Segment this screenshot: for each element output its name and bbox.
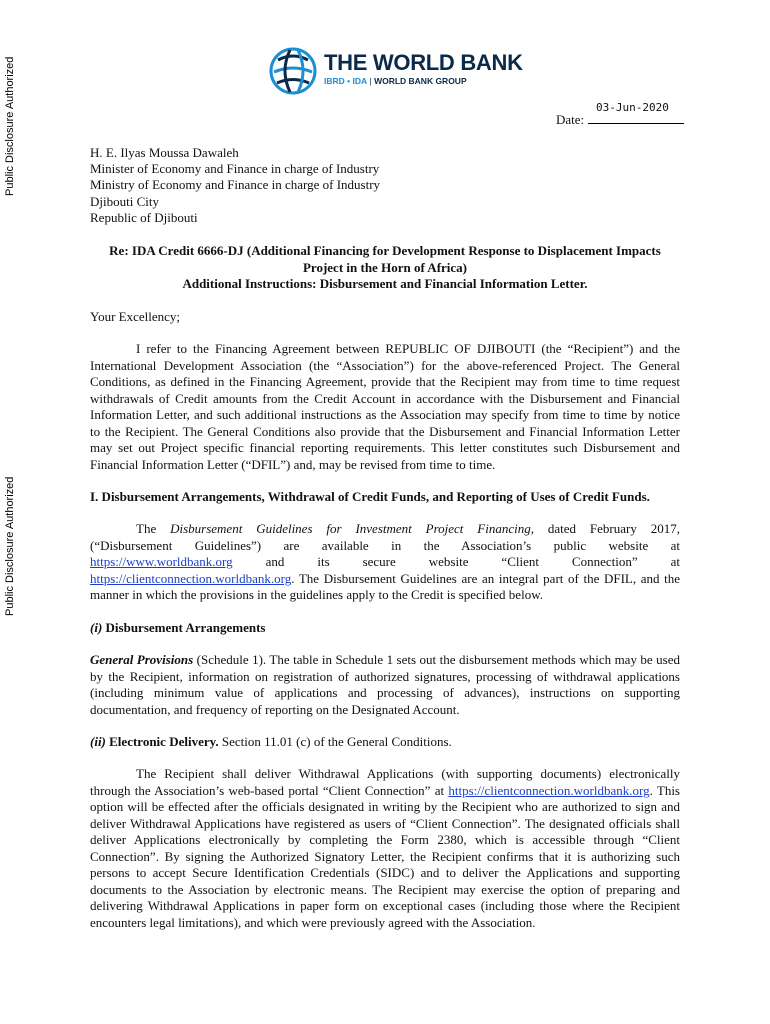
address-line: Republic of Djibouti <box>90 209 198 225</box>
section-1-heading: I. Disbursement Arrangements, Withdrawal of Credit Funds, and Reporting of Uses of Credit Funds. <box>90 489 650 504</box>
subject-line: Additional Instructions: Disbursement and Financial Information Letter. <box>182 276 588 291</box>
logo-subtitle <box>324 76 467 86</box>
logo-group: WORLD BANK GROUP <box>374 76 467 86</box>
globe-icon <box>268 46 318 96</box>
electronic-text: . This option will be effected after the officials designated in writing by the Recipient who are authorized to sign and deliver Withdrawal Applications have registered as users of “Client Connection”. The designated officials shall deliver Applications electronically by completing the Form 2380, which is accessible through “Client Connection”. By signing the Authorized Signatory Letter, the Recipient confirms that it is authorizing such persons to accept Secure Identification Credentials (SIDC) and to deliver the Applications and supporting documents to the Association by electronic means. The Recipient may exercise the option of preparing and delivering Withdrawal Applications in paper form on exceptional cases (including those where the Recipient encounters legal limitations), and which were previously agreed with the Association. <box>90 782 680 930</box>
disclosure-label-middle: Public Disclosure Authorized <box>4 476 16 616</box>
date-stamp: 03-Jun-2020 <box>596 101 669 114</box>
general-provisions-label: General Provisions <box>90 652 194 667</box>
logo-ibrd-ida: IBRD • IDA <box>324 76 368 86</box>
electronic-text: The Recipient shall deliver Withdrawal Applications (with supporting documents) electronically through the Association’s web-based portal “Client Connection” at <box>90 766 680 798</box>
salutation: Your Excellency; <box>90 309 181 324</box>
guidelines-line-4 <box>90 571 680 604</box>
logo-title: THE WORLD BANK <box>324 50 523 75</box>
subsection-ii-heading <box>90 734 680 751</box>
disclosure-label-top: Public Disclosure Authorized <box>4 56 16 196</box>
guidelines-line-2: (“Disbursement Guidelines”) are available in the Association’s public website at <box>90 537 680 553</box>
guidelines-text: and its secure website “Client Connection” at <box>232 554 680 569</box>
date-line <box>556 112 684 128</box>
guidelines-title: Disbursement Guidelines for Investment Project Financing, <box>170 521 534 536</box>
general-provisions-paragraph <box>90 652 680 718</box>
worldbank-link[interactable]: https://www.worldbank.org <box>90 554 233 569</box>
subject-line: Re: IDA Credit 6666-DJ (Additional Financing for Development Response to Displacement Impacts <box>109 243 661 258</box>
subsection-ii-title: Electronic Delivery. <box>105 734 219 749</box>
address-line: Djibouti City <box>90 193 159 209</box>
guidelines-text: . The Disbursement Guidelines are an integral part of the DFIL, and the manner in which the provisions in the guidelines apply to the Credit is specified below. <box>90 570 680 602</box>
subsection-i-number: (i) <box>90 620 103 635</box>
clientconnection-link-2[interactable]: https://clientconnection.worldbank.org <box>448 782 650 798</box>
subject-heading <box>90 243 680 293</box>
subsection-i-title: Disbursement Arrangements <box>102 620 266 635</box>
recipient-address <box>90 145 380 226</box>
logo-separator: | <box>367 76 375 86</box>
intro-paragraph: I refer to the Financing Agreement between REPUBLIC OF DJIBOUTI (the “Recipient”) and the International Development Association (the “Association”) for the above-referenced Project. The General Conditions, as defined in the Financing Agreement, provide that the Recipient may from time to time request withdrawals of Credit amounts from the Credit Account in accordance with the Disbursement and Financial Information Letter, and such additional instructions as the Association may specify from time to time by notice to the Recipient. The General Conditions also provide that the Disbursement and Financial Information Letter may set out Project specific financial reporting requirements. This letter constitutes such Disbursement and Financial Information Letter (“DFIL”) and, may be revised from time to time. <box>90 341 680 472</box>
electronic-delivery-paragraph <box>90 766 680 931</box>
guidelines-line-3 <box>90 554 680 571</box>
address-line: H. E. Ilyas Moussa Dawaleh <box>90 145 239 160</box>
clientconnection-link[interactable]: https://clientconnection.worldbank.org <box>90 570 292 586</box>
date-blank <box>588 113 684 124</box>
address-line: Ministry of Economy and Finance in charge of Industry <box>90 177 381 193</box>
subsection-i-heading <box>90 620 680 637</box>
subject-line: Project in the Horn of Africa) <box>302 259 468 275</box>
guidelines-text: The <box>136 521 171 536</box>
world-bank-logo <box>268 44 523 100</box>
date-label: Date: <box>556 112 585 127</box>
guidelines-line-1 <box>90 521 680 538</box>
guidelines-date: dated February 2017, <box>534 521 680 536</box>
guidelines-paragraph <box>90 521 680 604</box>
general-provisions-text: (Schedule 1). The table in Schedule 1 sets out the disbursement methods which may be used by the Recipient, information on registration of authorized signatures, processing of withdrawal applications (including minimum value of applications and processing of advances), instructions on supporting documentation, and frequency of reporting on the Designated Account. <box>90 652 681 717</box>
subsection-ii-text: Section 11.01 (c) of the General Conditions. <box>218 734 452 749</box>
address-line: Minister of Economy and Finance in charge of Industry <box>90 161 380 177</box>
subsection-ii-number: (ii) <box>90 734 106 749</box>
